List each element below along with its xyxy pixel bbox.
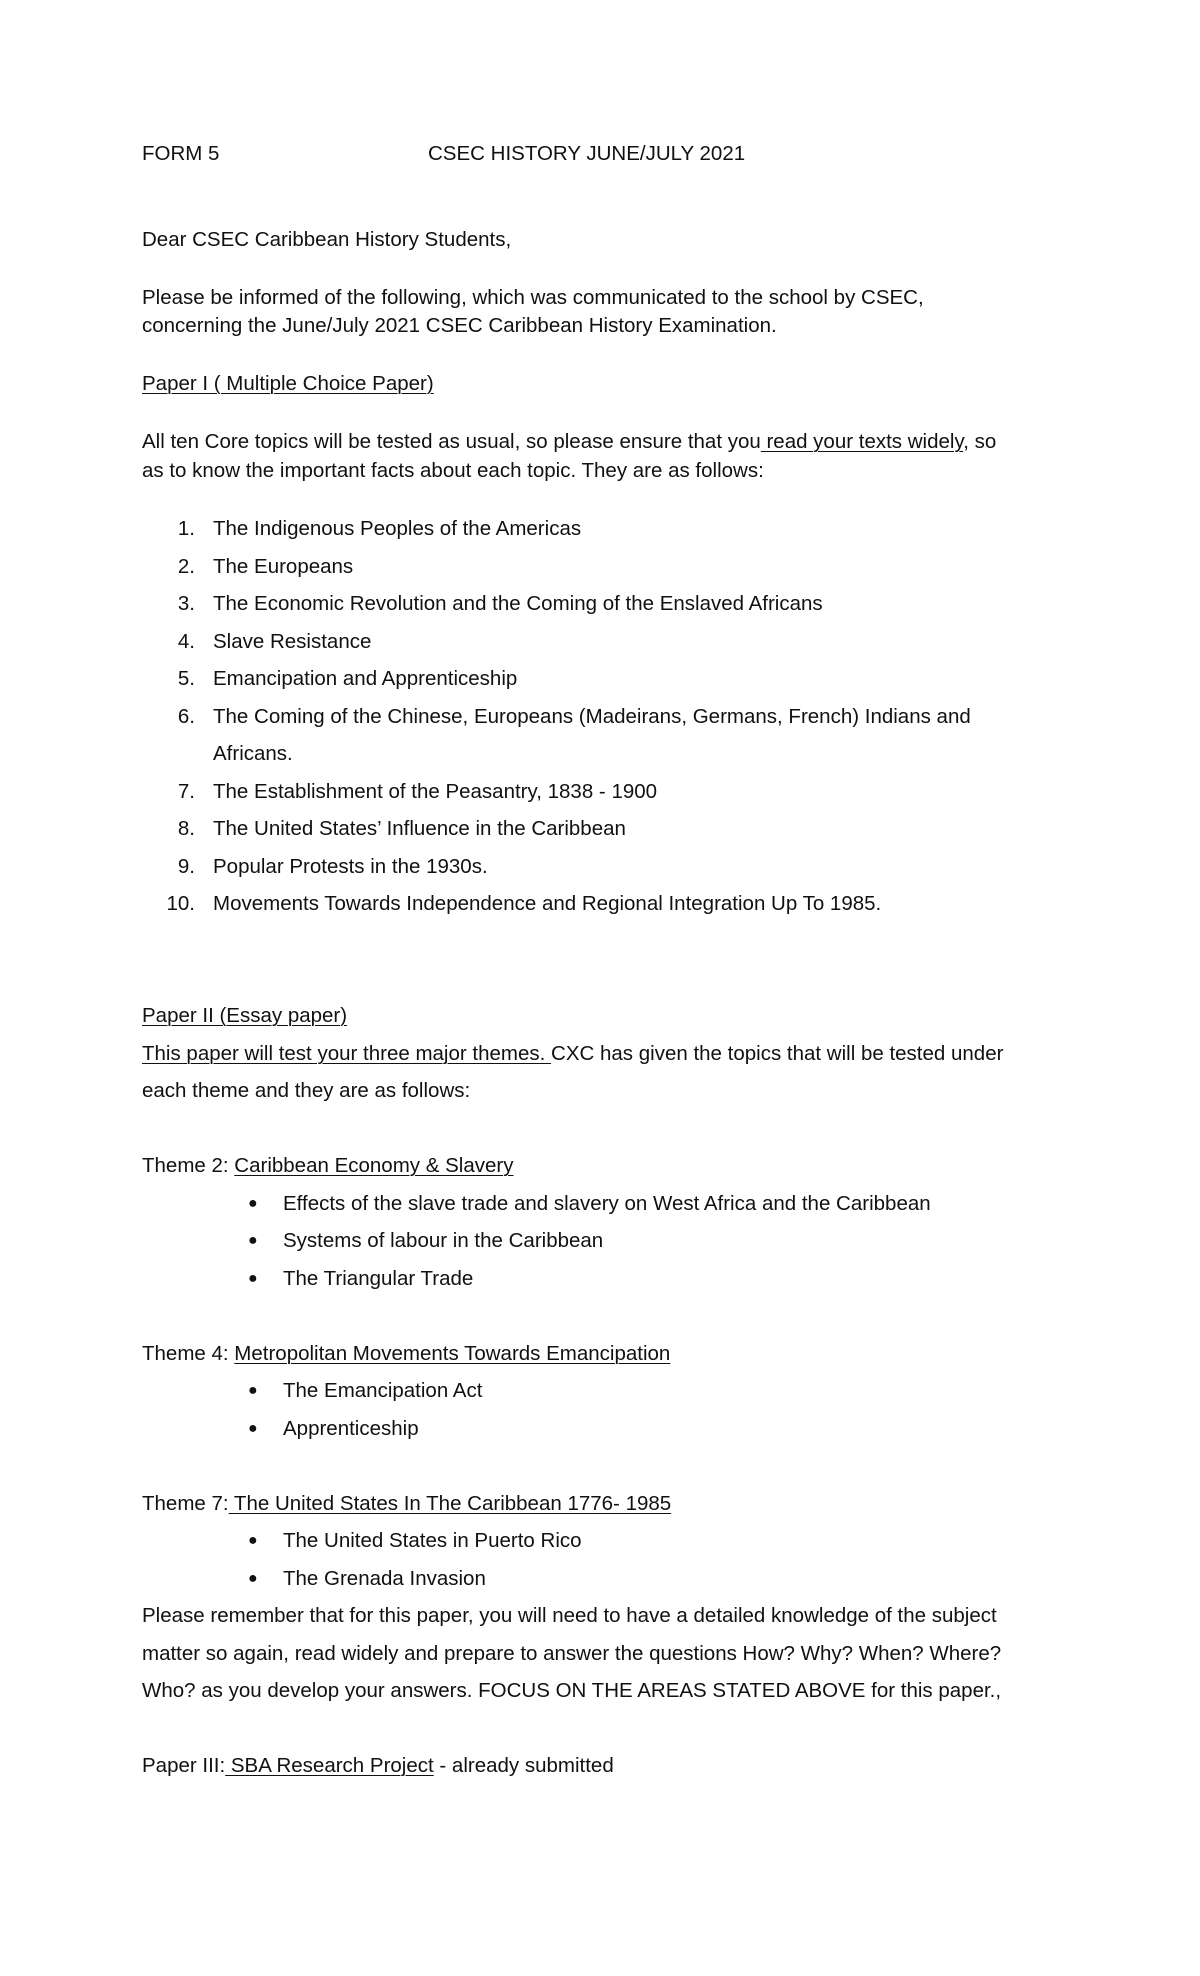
intro-line-2: concerning the June/July 2021 CSEC Caribbean History Examination. xyxy=(142,314,777,337)
closing-line-3: Who? as you develop your answers. FOCUS ON THE AREAS STATED ABOVE for this paper., xyxy=(142,1679,1002,1702)
list-text: The Europeans xyxy=(213,555,354,578)
list-text: Movements Towards Independence and Regional Integration Up To 1985. xyxy=(213,892,882,915)
theme-label: Theme 4: xyxy=(142,1342,235,1365)
list-text: The Economic Revolution and the Coming of the Enslaved Africans xyxy=(213,592,823,615)
list-text: Emancipation and Apprenticeship xyxy=(213,667,518,690)
list-text: The Emancipation Act xyxy=(283,1379,483,1402)
bullet-icon: ● xyxy=(248,1195,258,1212)
paper2-intro-line-1 xyxy=(142,1044,1003,1065)
intro-line-1: Please be informed of the following, which was communicated to the school by CSEC, xyxy=(142,286,924,309)
list-number: 4. xyxy=(177,630,195,653)
paper1-instruction-emphasis: read your texts widely xyxy=(760,430,964,453)
bullet-icon: ● xyxy=(248,1570,258,1587)
bullet-icon: ● xyxy=(248,1382,258,1399)
theme-name: The United States In The Caribbean 1776- 1985 xyxy=(228,1492,672,1515)
list-number: 10. xyxy=(166,892,195,915)
list-number: 9. xyxy=(177,855,195,878)
paper1-instruction-line-2: as to know the important facts about each topic. They are as follows: xyxy=(142,459,764,482)
paper3-label: Paper III: xyxy=(142,1754,226,1777)
list-number: 8. xyxy=(177,817,195,840)
list-text: The United States’ Influence in the Caribbean xyxy=(213,817,626,840)
paper1-heading: Paper I ( Multiple Choice Paper) xyxy=(142,372,434,395)
theme-4-heading xyxy=(142,1344,670,1365)
paper1-instruction-text: All ten Core topics will be tested as usual, so please ensure that you xyxy=(142,430,761,453)
theme-label: Theme 7: xyxy=(142,1492,229,1515)
theme-7-heading xyxy=(142,1494,671,1515)
paper2-heading: Paper II (Essay paper) xyxy=(142,1004,348,1027)
list-number: 3. xyxy=(177,592,195,615)
list-text: The Triangular Trade xyxy=(283,1267,474,1290)
list-text-continued: Africans. xyxy=(213,742,293,765)
list-text: The Coming of the Chinese, Europeans (Madeirans, Germans, French) Indians and xyxy=(213,705,971,728)
closing-line-1: Please remember that for this paper, you will need to have a detailed knowledge of the subject xyxy=(142,1604,997,1627)
list-number: 1. xyxy=(177,517,195,540)
list-number: 2. xyxy=(177,555,195,578)
paper2-intro-text: CXC has given the topics that will be tested under xyxy=(551,1042,1004,1065)
list-text: Slave Resistance xyxy=(213,630,372,653)
paper3-status: - already submitted xyxy=(433,1754,614,1777)
list-text: The Establishment of the Peasantry, 1838 - 1900 xyxy=(213,780,658,803)
list-number: 6. xyxy=(177,705,195,728)
theme-name: Caribbean Economy & Slavery xyxy=(234,1154,514,1177)
theme-2-heading xyxy=(142,1156,513,1177)
bullet-icon: ● xyxy=(248,1232,258,1249)
list-text: Popular Protests in the 1930s. xyxy=(213,855,488,878)
list-number: 5. xyxy=(177,667,195,690)
closing-line-2: matter so again, read widely and prepare to answer the questions How? Why? When? Where? xyxy=(142,1642,1002,1665)
paper2-intro-emphasis: This paper will test your three major themes. xyxy=(142,1042,552,1065)
document-title: CSEC HISTORY JUNE/JULY 2021 xyxy=(428,142,746,165)
list-text: The Indigenous Peoples of the Americas xyxy=(213,517,582,540)
list-number: 7. xyxy=(177,780,195,803)
paper1-instruction-tail: , so xyxy=(963,430,997,453)
bullet-icon: ● xyxy=(248,1420,258,1437)
form-label: FORM 5 xyxy=(142,142,220,165)
paper2-intro-line-2: each theme and they are as follows: xyxy=(142,1079,471,1102)
theme-label: Theme 2: xyxy=(142,1154,235,1177)
theme-name: Metropolitan Movements Towards Emancipation xyxy=(234,1342,671,1365)
bullet-icon: ● xyxy=(248,1270,258,1287)
paper1-instruction-line-1 xyxy=(142,432,996,453)
greeting: Dear CSEC Caribbean History Students, xyxy=(142,228,512,251)
list-text: The United States in Puerto Rico xyxy=(283,1529,582,1552)
list-text: The Grenada Invasion xyxy=(283,1567,486,1590)
paper3-name: SBA Research Project xyxy=(225,1754,434,1777)
list-text: Apprenticeship xyxy=(283,1417,419,1440)
paper3-line xyxy=(142,1756,614,1777)
bullet-icon: ● xyxy=(248,1532,258,1549)
list-text: Effects of the slave trade and slavery on West Africa and the Caribbean xyxy=(283,1192,931,1215)
list-text: Systems of labour in the Caribbean xyxy=(283,1229,604,1252)
